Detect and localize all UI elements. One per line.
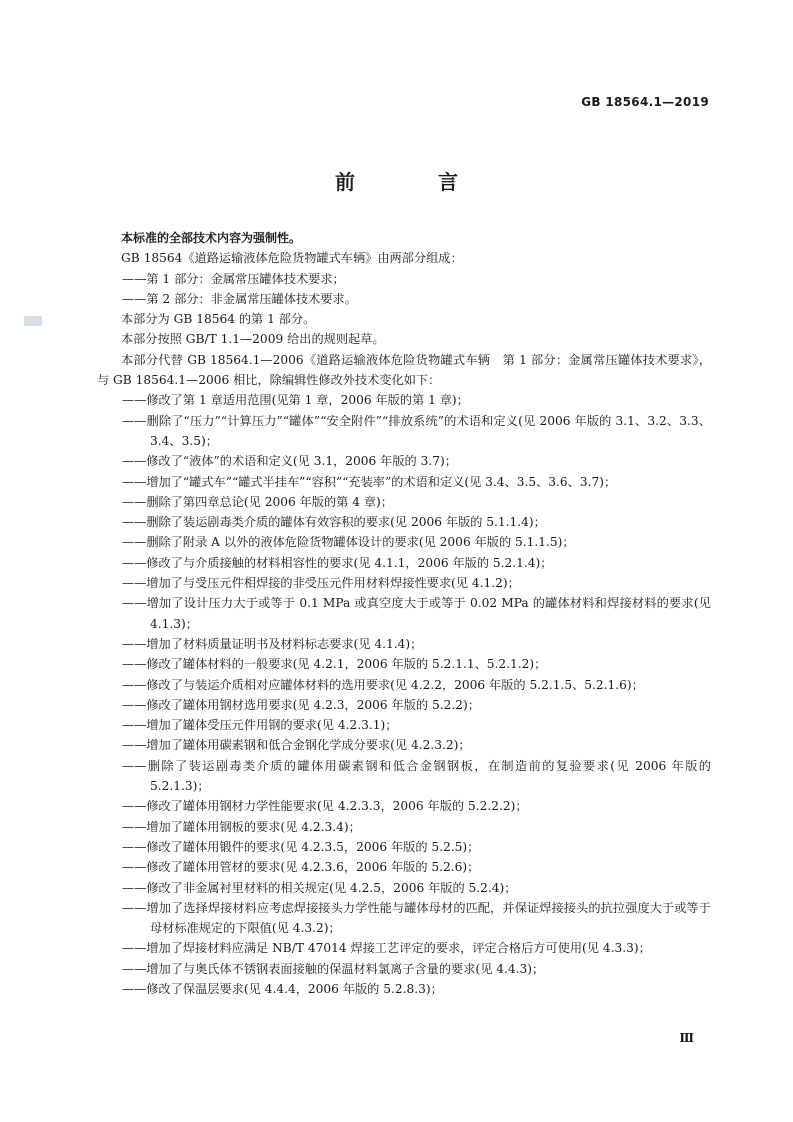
list-item: ——修改了罐体用管材的要求(见 4.2.3.6，2006 年版的 5.2.6)； bbox=[122, 860, 480, 875]
list-item: ——删除了装运剧毒类介质的罐体用碳素钢和低合金钢钢板，在制造前的复验要求(见 2006 年版的 5.2.1.3)； bbox=[122, 758, 711, 794]
list-item: ——增加了焊接材料应满足 NB/T 47014 焊接工艺评定的要求，评定合格后方可使用(见 4.3.3)； bbox=[122, 941, 651, 956]
side-watermark-mark bbox=[24, 316, 42, 326]
list-item: ——删除了附录 A 以外的液体危险货物罐体设计的要求(见 2006 年版的 5.1.1.5)； bbox=[122, 535, 575, 550]
page-number: Ⅲ bbox=[679, 1031, 694, 1045]
list-item: ——增加了材料质量证明书及材料标志要求(见 4.1.4)； bbox=[122, 636, 423, 651]
list-item: ——修改了罐体用钢材力学性能要求(见 4.2.3.3，2006 年版的 5.2.2.2)； bbox=[122, 799, 528, 814]
page-title: 前 言 bbox=[335, 170, 496, 194]
list-item: ——增加了“罐式车”“罐式半挂车”“容积”“充装率”的术语和定义(见 3.4、3.5、3.6、3.7)； bbox=[122, 474, 617, 489]
list-item: ——修改了罐体材料的一般要求(见 4.2.1，2006 年版的 5.2.1.1、5.2.1.2)； bbox=[122, 657, 547, 672]
list-item: ——修改了非金属衬里材料的相关规定(见 4.2.5，2006 年版的 5.2.4)； bbox=[122, 880, 517, 895]
list-item: ——修改了保温层要求(见 4.4.4，2006 年版的 5.2.8.3)； bbox=[122, 981, 443, 996]
list-item: ——增加了罐体受压元件用钢的要求(见 4.2.3.1)； bbox=[122, 718, 398, 733]
list-item: ——增加了与奥氏体不锈钢表面接触的保温材料氯离子含量的要求(见 4.4.3)； bbox=[122, 961, 545, 976]
list-item: ——删除了“压力”“计算压力”“罐体”“安全附件”“排放系统”的术语和定义(见 2006 年版的 3.1、3.2、3.3、3.4、3.5)； bbox=[122, 413, 711, 448]
list-item: ——增加了罐体用钢板的要求(见 4.2.3.4)； bbox=[122, 819, 361, 834]
paragraph-replaces: 本部分代替 GB 18564.1—2006《道路运输液体危险货物罐式车辆 第 1 部分：金属常压罐体技术要求》，与 GB 18564.1—2006 相比，除编辑性修改外技术变化如下： bbox=[97, 352, 711, 388]
list-item: ——增加了选择焊接材料应考虑焊接接头力学性能与罐体母材的匹配，并保证焊接接头的抗拉强度大于或等于母材标准规定的下限值(见 4.3.2)； bbox=[122, 900, 711, 936]
list-item: ——增加了罐体用碳素钢和低合金钢化学成分要求(见 4.2.3.2)； bbox=[122, 738, 471, 753]
paragraph-parts: GB 18564《道路运输液体危险货物罐式车辆》由两部分组成： bbox=[121, 251, 463, 266]
list-item: ——删除了第四章总论(见 2006 年版的第 4 章)； bbox=[122, 494, 393, 509]
paragraph-drafting-rules: 本部分按照 GB/T 1.1—2009 给出的规则起草。 bbox=[121, 332, 385, 347]
list-item: ——修改了与介质接触的材料相容性的要求(见 4.1.1，2006 年版的 5.2.1.4)； bbox=[122, 555, 553, 570]
list-item: ——增加了设计压力大于或等于 0.1 MPa 或真空度大于或等于 0.02 MPa 的罐体材料和焊接材料的要求(见 4.1.3)； bbox=[122, 596, 711, 631]
foreword-body bbox=[97, 228, 711, 999]
mandatory-statement: 本标准的全部技术内容为强制性。 bbox=[121, 231, 302, 245]
list-item: ——增加了与受压元件相焊接的非受压元件用材料焊接性要求(见 4.1.2)； bbox=[122, 576, 520, 591]
list-item: ——修改了罐体用锻件的要求(见 4.2.3.5，2006 年版的 5.2.5)； bbox=[122, 839, 480, 854]
paragraph-this-part: 本部分为 GB 18564 的第 1 部分。 bbox=[121, 312, 316, 327]
standard-number: GB 18564.1—2019 bbox=[581, 95, 709, 109]
changes-list bbox=[97, 390, 711, 999]
list-item: ——删除了装运剧毒类介质的罐体有效容积的要求(见 2006 年版的 5.1.1.4)； bbox=[122, 515, 546, 530]
list-item: ——修改了罐体用钢材选用要求(见 4.2.3，2006 年版的 5.2.2)； bbox=[122, 697, 480, 712]
list-item: ——修改了与装运介质相对应罐体材料的选用要求(见 4.2.2，2006 年版的 5.2.1.5、5.2.1.6)； bbox=[122, 677, 644, 692]
list-item-part1: ——第 1 部分：金属常压罐体技术要求； bbox=[122, 271, 345, 286]
list-item-part2: ——第 2 部分：非金属常压罐体技术要求。 bbox=[122, 291, 357, 306]
list-item: ——修改了“液体”的术语和定义(见 3.1，2006 年版的 3.7)； bbox=[122, 454, 457, 469]
list-item: ——修改了第 1 章适用范围(见第 1 章，2006 年版的第 1 章)； bbox=[122, 393, 469, 408]
